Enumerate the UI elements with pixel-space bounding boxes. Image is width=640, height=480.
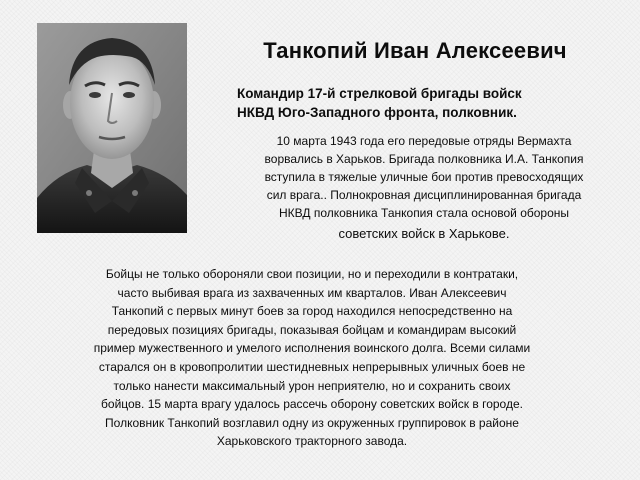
subtitle-line: НКВД Юго-Западного фронта, полковник. (237, 105, 517, 120)
paragraph-line: Бойцы не только обороняли свои позиции, но и переходили в контратаки, (105, 267, 519, 281)
paragraph-line: пример мужественного и умелого исполнения воинского долга. Всеми силами (93, 341, 531, 356)
paragraph-line: Танкопий с первых минут боев за город находился непосредственно на (111, 304, 513, 319)
paragraph-line: советских войск в Харькове. (338, 226, 510, 241)
portrait-photo (37, 23, 187, 233)
paragraph-2 (2, 265, 622, 451)
paragraph-line: НКВД полковника Танкопия стала основой обороны (278, 206, 570, 220)
paragraph-line: ворвались в Харьков. Бригада полковника И.А. Танкопия (264, 152, 584, 166)
paragraph-line: Полковник Танкопий возглавил одну из окруженных группировок в районе (105, 415, 519, 430)
paragraph-line: 10 марта 1943 года его передовые отряды Вермахта (276, 134, 572, 148)
paragraph-line: передовых позициях бригады, показывая бойцам и командирам высокий (107, 322, 517, 337)
subtitle-line: Командир 17-й стрелковой бригады войск (237, 86, 522, 101)
paragraph-line: бойцов. 15 марта врагу удалось рассечь оборону советских войск в городе. (101, 397, 523, 412)
paragraph-line: только нанести максимальный урон неприятелю, но и сохранить своих (113, 378, 511, 393)
paragraph-1 (210, 132, 638, 243)
paragraph-line: Харьковского тракторного завода. (216, 434, 408, 449)
page-title: Танкопий Иван Алексеевич (263, 38, 567, 63)
subtitle (237, 84, 617, 122)
paragraph-line: сил врага.. Полнокровная дисциплинированная бригада (266, 188, 582, 202)
paragraph-line: вступила в тяжелые уличные бои против превосходящих (264, 170, 584, 184)
paragraph-line: часто выбивая врага из захваченных им кварталов. Иван Алексеевич (117, 285, 507, 300)
paragraph-line: старался он в кровопролитии шестидневных непрерывных уличных боев не (98, 359, 526, 374)
